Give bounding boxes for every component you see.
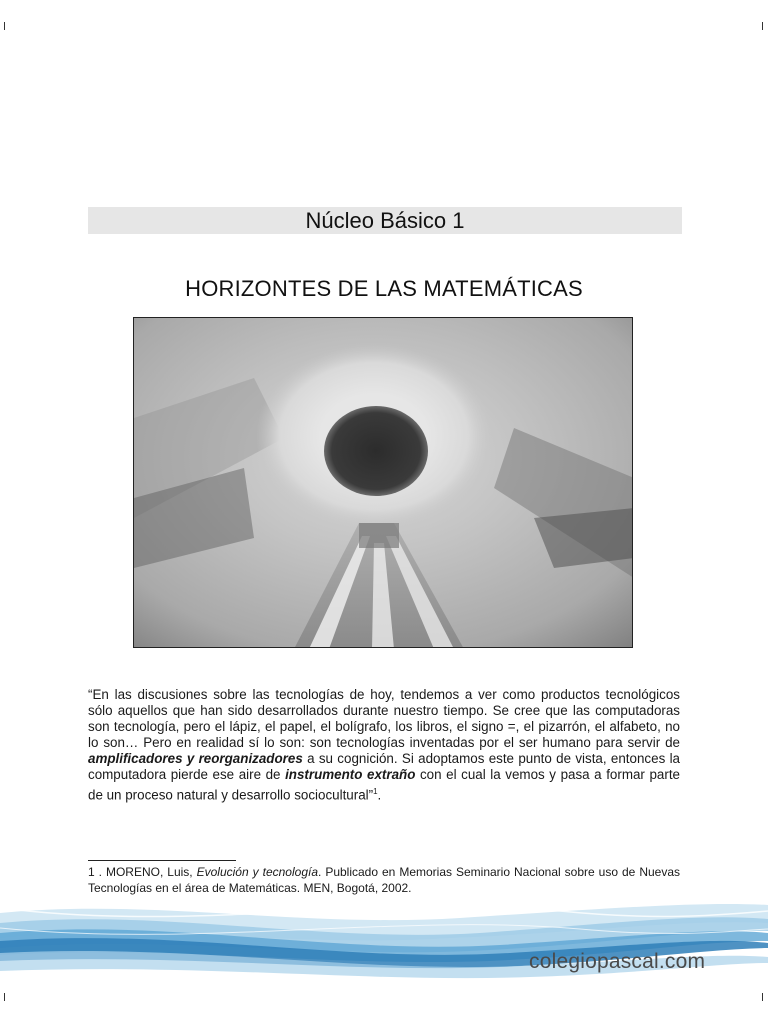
quote-paragraph xyxy=(88,687,680,803)
quote-emphasis-1: amplificadores y reorganizadores xyxy=(88,751,303,767)
crop-mark-top-right xyxy=(762,22,763,30)
quote-emphasis-2: instrumento extraño xyxy=(285,767,416,783)
tunnel-photo xyxy=(133,317,633,648)
crop-mark-top-left xyxy=(4,22,5,30)
brand-website[interactable]: colegiopascal.com xyxy=(529,950,706,973)
footnote-divider xyxy=(88,860,236,861)
footnote-rest: . Publicado en Memorias Seminario Nacional sobre uso de Nuevas Tecnologías en el área de Matemáticas. MEN, Bogotá, 2002. xyxy=(88,865,681,895)
quote-part-3: con el cual la vemos y pasa a formar parte de un proceso natural y desarrollo sociocultural” xyxy=(88,767,680,803)
header-title: Núcleo Básico 1 xyxy=(305,207,465,233)
footnote-work-title: Evolución y tecnología xyxy=(196,865,318,879)
footnote-lead: 1 . MORENO, Luis, xyxy=(88,865,197,879)
quote-part-2: a su cognición. Si adoptamos este punto de vista, entonces la computadora pierde ese aire de xyxy=(88,751,680,783)
crop-mark-bottom-left xyxy=(4,993,5,1001)
tunnel-photo-image xyxy=(134,318,633,648)
footnote-ref[interactable]: 1 xyxy=(373,786,378,796)
footnote xyxy=(88,864,680,896)
crop-mark-bottom-right xyxy=(762,993,763,1001)
section-header-bar xyxy=(88,207,682,234)
quote-end: . xyxy=(377,787,382,803)
quote-part-1: “En las discusiones sobre las tecnologías de hoy, tendemos a ver como productos tecnológicos sólo aquellos que han sido desarrollados durante nuestro tiempo. Se cree que las computadoras son tecnología, pero el lápiz, el papel, el bolígrafo, los libros, el signo =, el pizarrón, el alfabeto, no lo son… Pero en realidad sí lo son: son tecnologías inventadas por el ser humano para servir de xyxy=(88,687,680,751)
page-title: HORIZONTES DE LAS MATEMÁTICAS xyxy=(185,276,583,301)
